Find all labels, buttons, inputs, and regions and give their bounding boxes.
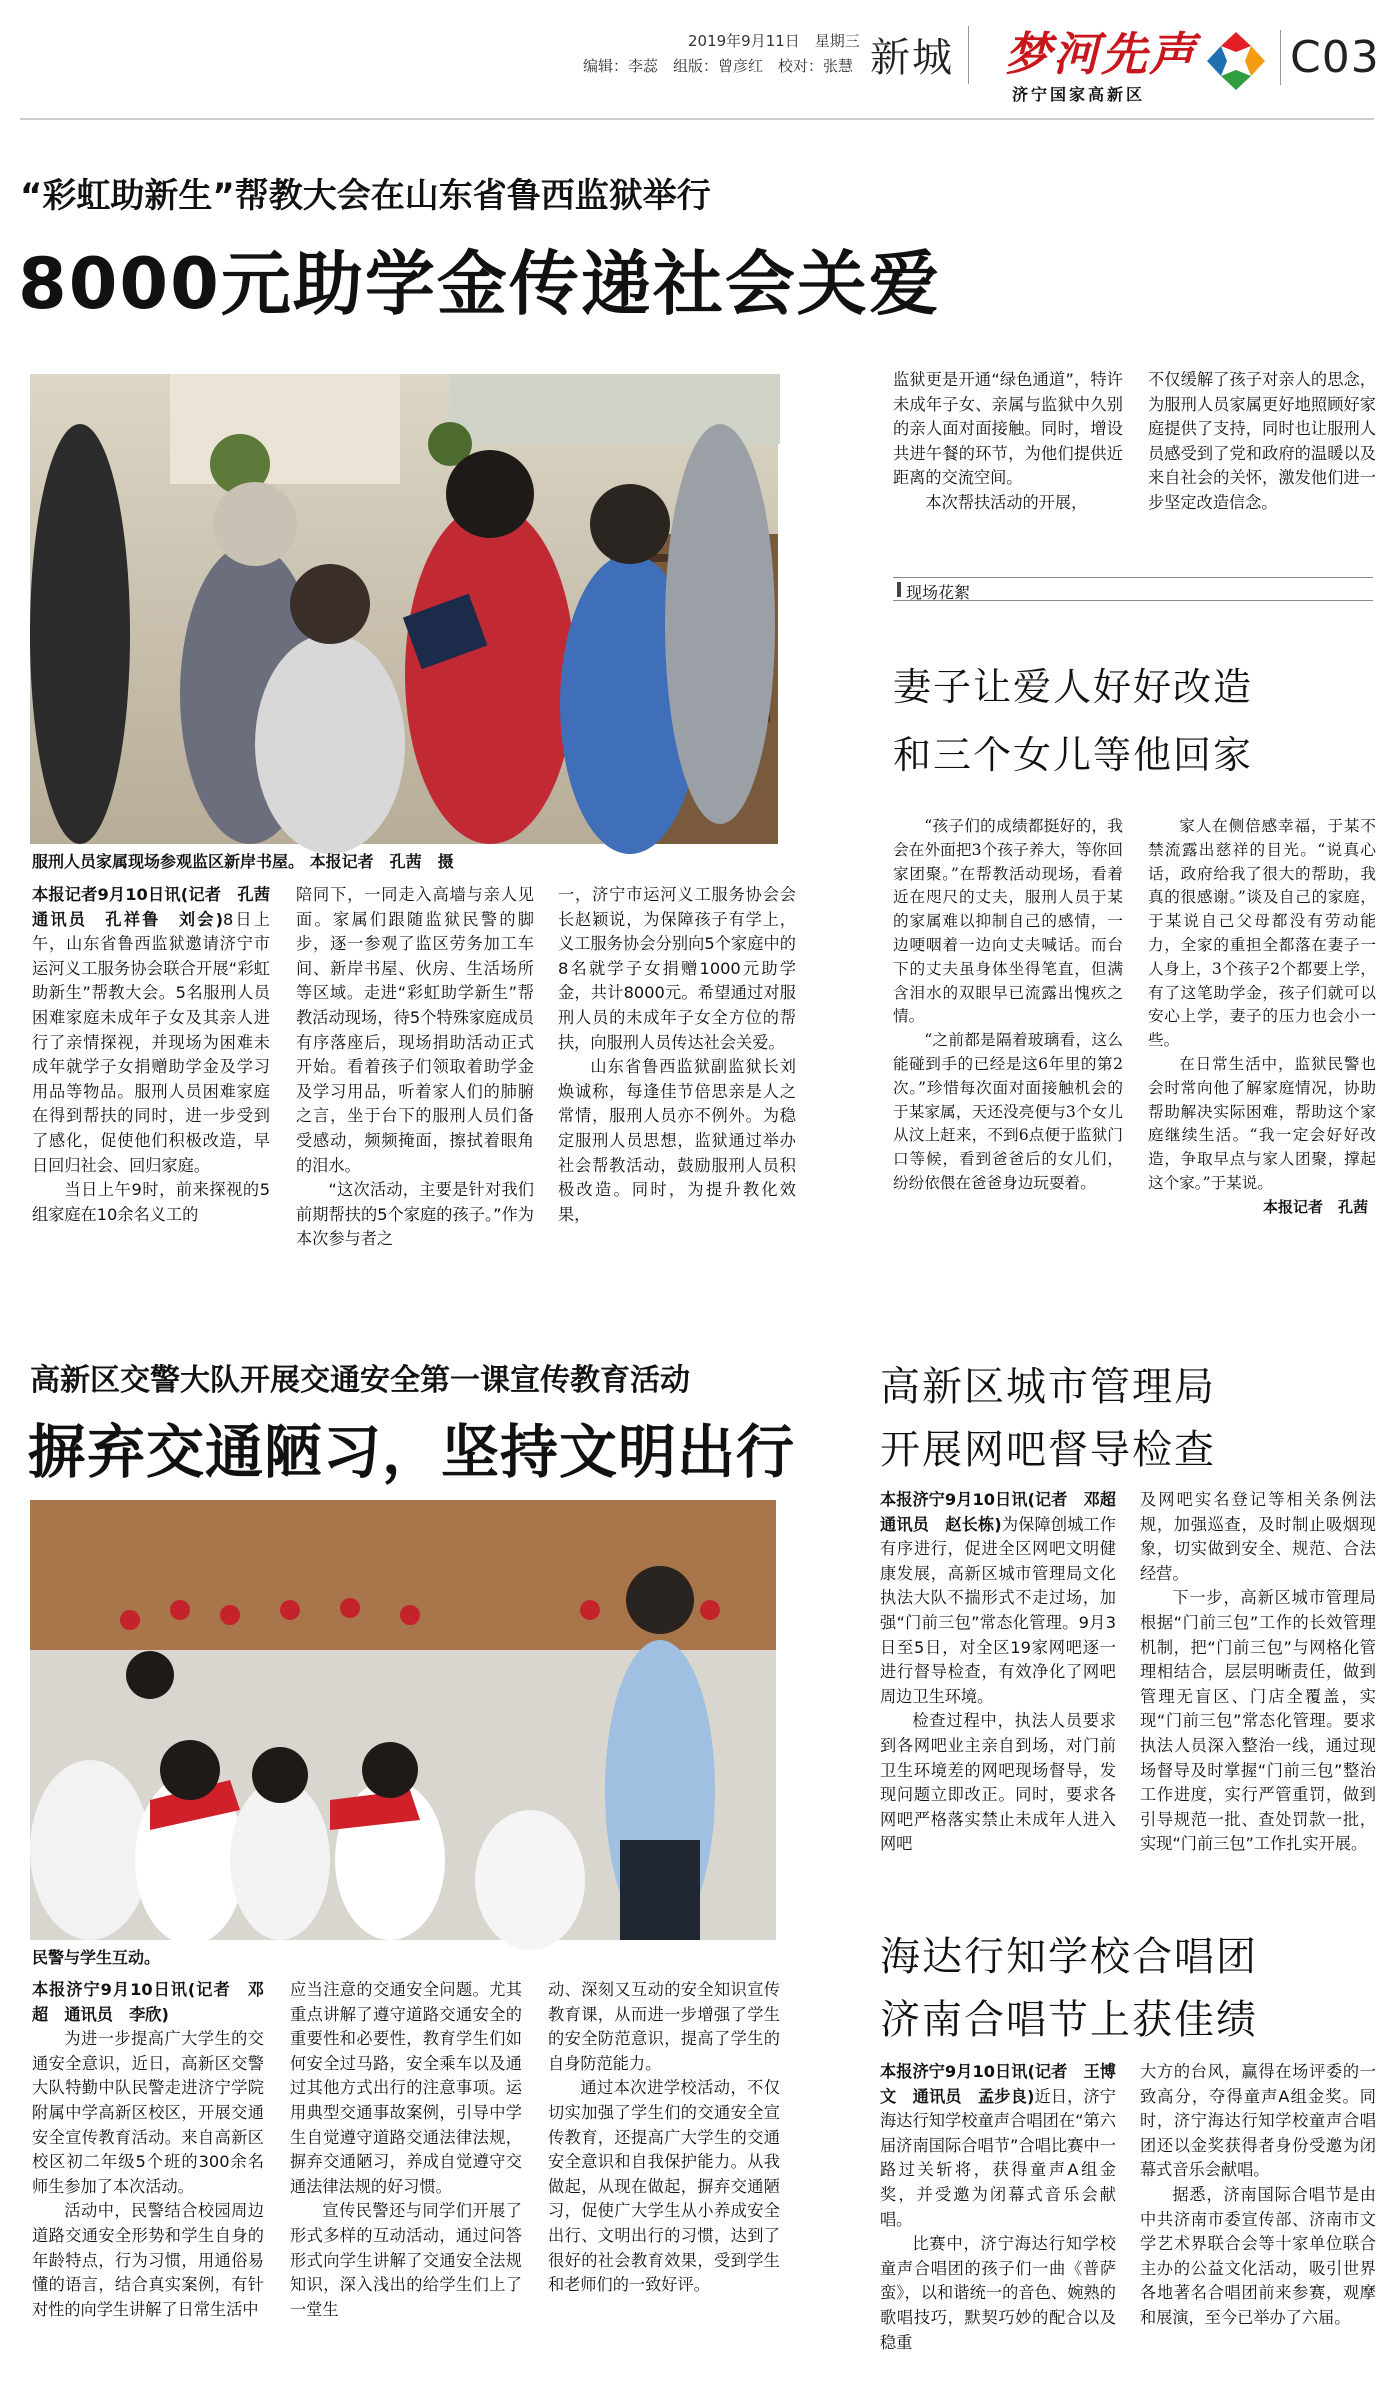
article4-col-b: 大方的台风，赢得在场评委的一致高分，夺得童声A组金奖。同时，济宁海达行知学校童声合唱团还以金奖获得者身份受邀为闭幕式音乐会献唱。 据悉，济南国际合唱节是由中共济南市委宣传部、济南市文学艺术界联合会等十家单位联合主办的公益文化活动，吸引世界各地著名合唱团前来参赛，观摩和展演，至今已举办了六届。 (1140, 2062, 1376, 2327)
masthead-bottom-rule (20, 118, 1374, 120)
article2-col2: 应当注意的交通安全问题。尤其重点讲解了遵守道路交通安全的重要性和必要性，教育学生们如何安全过马路，安全乘车以及通过其他方式出行的注意事项。运用典型交通事故案例，引导中学生自觉遵守道路交通法律法规，摒弃交通陋习，养成自觉遵守交通法律法规的好习惯。 宣传民警还与同学们开展了形式多样的互动活动，通过问答形式向学生讲解了交通安全法规知识，深入浅出的给学生们上了一堂生 (290, 1980, 522, 2319)
article1-photo-image (30, 374, 778, 844)
article3-col-a: 本报济宁9月10日讯(记者 邓超 通讯员 赵长栋)为保障创城工作有序进行，促进全区网吧文明健康发展，高新区城市管理局文化执法大队不揣形式不走过场，加强“门前三包”常态化管理。9月3日至5日，对全区19家网吧逐一进行督导检查，有效净化了网吧周边卫生环境。 检查过程中，执法人员要求到各网吧业主亲自到场，对门前卫生环境差的网吧现场督导，发现问题立即改正。同时，要求各网吧严格落实禁止未成年人进入网吧 (880, 1490, 1133, 1854)
sidebar-col-a: “孩子们的成绩都挺好的，我会在外面把3个孩子养大，等你回家团聚。”在帮教活动现场，看着近在咫尺的丈夫，服刑人员于某的家属难以抑制自己的感情，一边哽咽着一边向丈夫喊话。而台下的丈夫虽身体坐得笔直，但满含泪水的双眼早已流露出愧疚之情。 “之前都是隔着玻璃看，这么能碰到手的已经是这6年里的第2次。”珍惜每次面对面接触机会的于某家属，天还没亮便与3个女儿从汶上赶来，不到6点便于监狱门口等候，看到爸爸后的女儿们，纷纷依偎在爸爸身边玩耍着。 (893, 817, 1123, 1192)
article2-headline: 摒弃交通陋习，坚持文明出行 (28, 1418, 796, 1486)
article4-headline-2: 济南合唱节上获佳绩 (880, 1997, 1258, 2043)
article2-col3: 动、深刻又互动的安全知识宣传教育课，从而进一步增强了学生的安全防范意识，提高了学生的自身防范能力。 通过本次进学校活动，不仅切实加强了学生们的交通安全宣传教育，还提高广大学生的交通安全意识和自我保护能力。从我做起，从现在做起，摒弃交通陋习，促使广大学生从小养成安全出行、文明出行的习惯，达到了很好的社会教育效果，受到学生和老师们的一致好评。 (548, 1980, 780, 2295)
article4-headline-1: 海达行知学校合唱团 (880, 1934, 1258, 1980)
article1-col1: 本报记者9月10日讯(记者 孔茜 通讯员 孔祥鲁 刘会)8日上午，山东省鲁西监狱邀请济宁市运河义工服务协会联合开展“彩虹助新生”帮教大会。5名服刑人员困难家庭未成年子女及其亲人进行了亲情探视，并现场为困难未成年就学子女捐赠助学金及学习用品等物品。服刑人员困难家庭在得到帮扶的同时，进一步受到了感化，促使他们积极改造，早日回归社会、回归家庭。 当日上午9时，前来探视的5组家庭在10余名义工的 (32, 885, 287, 1224)
masthead-rule (968, 26, 969, 84)
article3-col-b: 及网吧实名登记等相关条例法规，加强巡查，及时制止吸烟现象，切实做到安全、规范、合法经营。 下一步，高新区城市管理局根据“门前三包”工作的长效管理机制，把“门前三包”与网格化管理相结合，层层明晰责任，做到管理无盲区、门店全覆盖，实现“门前三包”常态化管理。要求执法人员深入整治一线，通过现场督导及时掌握“门前三包”整治工作进度，实行严管重罚，做到引导规范一批、查处罚款一批，实现“门前三包”工作扎实开展。 (1140, 1490, 1376, 1854)
section-name: 新城 (870, 35, 954, 81)
sidebar-label: 现场花絮 (906, 583, 971, 602)
sidebar-col-b: 家人在侧倍感幸福，于某不禁流露出慈祥的目光。“说真心话，政府给我了很大的帮助，我真的很感谢。”谈及自己的家庭，于某说自己父母都没有劳动能力，全家的重担全都落在妻子一人身上，3个孩子2个都要上学，有了这笔助学金，孩子们就可以安心上学，妻子的压力也会小一些。 在日常生活中，监狱民警也会时常向他了解家庭情况，协助帮助解决实际困难，帮助这个家庭继续生活。“我一定会好好改造，争取早点与家人团聚，撑起这个家。”于某说。 本报记者 孔茜 (1148, 815, 1376, 1305)
article2-kicker: 高新区交警大队开展交通安全第一课宣传教育活动 (30, 1363, 690, 1398)
article1-headline: 8000元助学金传递社会关爱 (18, 243, 941, 325)
sidebar-headline-2: 和三个女儿等他回家 (893, 733, 1254, 777)
article1-col3: 一，济宁市运河义工服务协会会长赵颖说，为保障孩子有学上，义工服务协会分别向5个家庭中的8名就学子女捐赠1000元助学金，共计8000元。希望通过对服刑人员的未成年子女全方位的帮扶，向服刑人员传达社会关爱。 山东省鲁西监狱副监狱长刘焕诚称，每逢佳节倍思亲是人之常情，服刑人员亦不例外。为稳定服刑人员思想，监狱通过举办社会帮教活动，鼓励服刑人员积极改造。同时，为提升教化效果， (558, 885, 796, 1224)
sidebar-signature: 本报记者 孔茜 (1262, 1197, 1368, 1216)
paper-subtitle: 济宁国家高新区 (1012, 85, 1146, 104)
article1-caption: 服刑人员家属现场参观监区新岸书屋。 本报记者 孔茜 摄 (32, 852, 454, 871)
article1-kicker: “彩虹助新生”帮教大会在山东省鲁西监狱举行 (20, 176, 711, 216)
paper-logo-text: 梦河先声 (1005, 27, 1197, 81)
article2-byline: 本报济宁9月10日讯(记者 邓超 通讯员 李欣) (32, 1980, 264, 2024)
masthead-editors: 编辑：李蕊 组版：曾彦红 校对：张慧 (583, 57, 854, 75)
article1-col2: 陪同下，一同走入高墙与亲人见面。家属们跟随监狱民警的脚步，逐一参观了监区劳务加工车间、新岸书屋、伙房、生活场所等区域。走进“彩虹助学新生”帮教活动现场，待5个特殊家庭成员有序落座后，现场捐助活动正式开始。看着孩子们领取着助学金及学习用品，听着家人们的肺腑之言，坐于台下的服刑人员们备受感动，频频掩面，擦拭着眼角的泪水。 “这次活动，主要是针对我们前期帮扶的5个家庭的孩子。”作为本次参与者之 (296, 885, 534, 1249)
article3-byline: 本报济宁9月10日讯(记者 邓超 通讯员 赵长栋) (880, 1490, 1133, 1534)
newspaper-emblem-icon (1205, 30, 1267, 92)
masthead (0, 0, 1394, 120)
article3-headline-2: 开展网吧督导检查 (880, 1427, 1216, 1473)
article3-headline-1: 高新区城市管理局 (880, 1364, 1216, 1410)
article2-caption: 民警与学生互动。 (32, 1948, 161, 1967)
masthead-rule-2 (1280, 30, 1281, 85)
article1-photo (30, 374, 778, 844)
article4-col-a: 本报济宁9月10日讯(记者 王博文 通讯员 孟步良)近日，济宁海达行知学校童声合唱团在“第六届济南国际合唱节”合唱比赛中一路过关斩将，获得童声A组金奖，并受邀为闭幕式音乐会献唱。 比赛中，济宁海达行知学校童声合唱团的孩子们一曲《普萨蛮》，以和谐统一的音色、婉熟的歌唱技巧，默契巧妙的配合以及稳重 (880, 2062, 1116, 2352)
article1-col5: 不仅缓解了孩子对亲人的思念，为服刑人员家属更好地照顾好家庭提供了支持，同时也让服刑人员感受到了党和政府的温暖以及来自社会的关怀，激发他们进一步坚定改造信念。 (1148, 370, 1376, 512)
page-number: C03 (1290, 32, 1380, 83)
article1-byline: 本报记者9月10日讯(记者 孔茜 通讯员 孔祥鲁 刘会) (32, 885, 287, 929)
article2-col1: 本报济宁9月10日讯(记者 邓超 通讯员 李欣) 为进一步提高广大学生的交通安全意识，近日，高新区交警大队特勤中队民警走进济宁学院附属中学高新区校区，开展交通安全宣传教育活动。来自高新区校区初二年级5个班的300余名师生参加了本次活动。 活动中，民警结合校园周边道路交通安全形势和学生自身的年龄特点，行为习惯，用通俗易懂的语言，结合真实案例，有针对性的向学生讲解了日常生活中 (32, 1980, 264, 2319)
article2-photo (30, 1500, 776, 1940)
article4-byline: 本报济宁9月10日讯(记者 王博文 通讯员 孟步良) (880, 2062, 1116, 2106)
article1-col4: 监狱更是开通“绿色通道”，特许未成年子女、亲属与监狱中久别的亲人面对面接触。同时，增设共进午餐的环节，为他们提供近距离的交流空间。 本次帮扶活动的开展， (893, 370, 1123, 512)
masthead-date: 2019年9月11日 星期三 (688, 32, 860, 50)
sidebar-headline-1: 妻子让爱人好好改造 (893, 665, 1254, 709)
article2-photo-image (30, 1500, 776, 1940)
sidebar-label-marker (897, 582, 901, 597)
